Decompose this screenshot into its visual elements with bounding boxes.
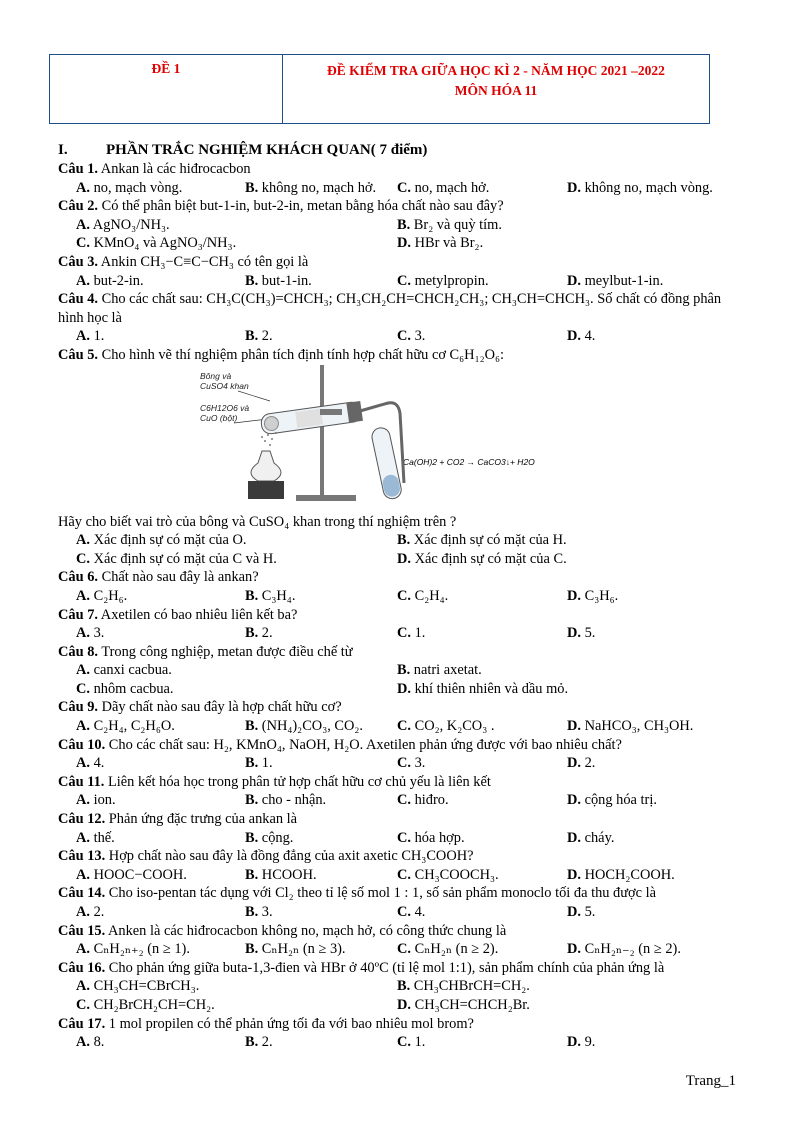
answer-option: A. CₙH₂ₙ₊₂ (n ≥ 1). [76,941,190,958]
question-stem [58,810,748,829]
answer-option: A. no, mạch vòng. [76,179,183,196]
answer-row [58,234,748,253]
answer-option: C. hiđro. [397,792,449,809]
question-text: Axetilen có bao nhiêu liên kết ba? [100,606,298,623]
page-footer: Trang_1 [685,1073,736,1089]
answer-option: A. but-2-in. [76,272,144,289]
question-number: Câu 11. [58,773,105,790]
question-block [58,1015,748,1052]
answer-option: C. metylpropin. [397,272,489,289]
question-block [58,346,748,513]
answer-option: A. CH₃CH=CBrCH₃. [76,978,200,995]
question-text: Hãy cho biết vai trò của bông và CuSO₄ khan trong thí nghiệm trên ? [58,513,457,530]
question-number: Câu 7. [58,606,98,623]
question-number: Câu 4. [58,291,98,308]
answer-option: A. 3. [76,625,105,642]
question-text: Cho phản ứng giữa buta-1,3-đien và HBr ở 40ºC (tỉ lệ mol 1:1), sản phẩm chính của phản ứng là [108,959,665,976]
answer-option: B. Xác định sự có mặt của H. [397,532,567,549]
answer-option: D. không no, mạch vòng. [567,179,713,196]
answer-option: D. CH₃CH=CHCH₂Br. [397,996,530,1013]
figure-label-cuo: CuO (bột) [200,412,238,423]
exam-title-cell [283,55,709,123]
figure-equation: Ca(OH)2 + CO2 → CaCO3↓+ H2O [403,456,535,467]
question-stem [58,847,748,866]
answer-row [58,216,748,235]
question-list [58,160,748,1052]
answer-option: A. ion. [76,792,116,809]
exam-header-table [49,54,710,124]
question-block [58,884,748,921]
section-number: I. [58,142,68,158]
answer-row [58,866,748,885]
question-block [58,773,748,810]
answer-option: D. 9. [567,1034,596,1051]
answer-option: C. nhôm cacbua. [76,680,174,697]
answer-option: A. C₂H₆. [76,587,128,604]
answer-option: D. 2. [567,755,596,772]
figure-label-glucose: C6H12O6 và [200,402,250,413]
answer-option: D. khí thiên nhiên và dầu mỏ. [397,680,569,697]
answer-option: D. NaHCO₃, CH₃OH. [567,718,694,735]
answer-option: B. 1. [245,755,273,772]
answer-option: B. C₃H₄. [245,587,296,604]
question-number: Câu 9. [58,699,98,716]
question-text: Liên kết hóa học trong phân tử hợp chất hữu cơ chủ yếu là liên kết [108,773,491,790]
question-block [58,810,748,847]
question-text: Cho hình vẽ thí nghiệm phân tích định tính hợp chất hữu cơ C₆H₁₂O₆: [101,346,505,363]
answer-option: D. HOCH₂COOH. [567,866,675,883]
question-stem [58,922,748,941]
exam-title: ĐỀ KIỂM TRA GIỮA HỌC KÌ 2 - NĂM HỌC 2021 –2022 [327,63,665,78]
question-text: Cho iso-pentan tác dụng với Cl₂ theo tỉ lệ số mol 1 : 1, số sản phẩm monoclo tối đa thu được là [108,885,657,902]
answer-option: A. thế. [76,829,115,846]
answer-option: C. hóa hợp. [397,829,465,846]
question-text: Có thể phân biệt but-1-in, but-2-in, metan bằng hóa chất nào sau đây? [101,198,504,215]
question-number: Câu 10. [58,736,106,753]
answer-option: D. meylbut-1-in. [567,272,664,289]
answer-option: A. 4. [76,755,105,772]
answer-option: C. 3. [397,328,426,345]
answer-option: D. 4. [567,328,596,345]
answer-option: D. cộng hóa trị. [567,792,657,809]
question-number: Câu 15. [58,922,106,939]
question-stem [58,160,748,179]
question-stem [58,197,748,216]
question-stem [58,290,748,327]
question-text: Chất nào sau đây là ankan? [101,569,259,586]
question-block [58,922,748,959]
answer-row [58,977,748,996]
question-stem [58,606,748,625]
question-stem [58,346,748,365]
question-text: Trong công nghiệp, metan được điều chế từ [101,643,353,660]
question-stem [58,568,748,587]
question-block [58,847,748,884]
question-stem [58,513,748,532]
answer-option: A. Xác định sự có mặt của O. [76,532,247,549]
figure-label-cotton: Bông và [200,370,232,381]
question-number: Câu 3. [58,253,98,270]
question-stem [58,253,748,272]
answer-option: B. HCOOH. [245,866,317,883]
answer-row [58,680,748,699]
question-number: Câu 5. [58,346,98,363]
answer-option: D. Xác định sự có mặt của C. [397,550,567,567]
question-number: Câu 16. [58,959,106,976]
answer-row [58,717,748,736]
answer-option: B. but-1-in. [245,272,312,289]
answer-option: B. 2. [245,328,273,345]
answer-row [58,531,748,550]
question-block [58,253,748,290]
question-block [58,197,748,253]
answer-option: C. no, mạch hở. [397,179,490,196]
answer-option: D. cháy. [567,829,615,846]
question-block [58,959,748,1015]
answer-row [58,754,748,773]
answer-option: D. HBr và Br₂. [397,235,484,252]
answer-option: A. 2. [76,904,105,920]
answer-option: B. Br₂ và quỳ tím. [397,216,502,233]
question-stem [58,884,748,903]
answer-option: A. canxi cacbua. [76,662,172,679]
section-title: PHẦN TRẮC NGHIỆM KHÁCH QUAN( 7 điểm) [106,142,428,158]
question-stem [58,1015,748,1034]
question-number: Câu 6. [58,569,98,586]
question-text: Dãy chất nào sau đây là hợp chất hữu cơ? [101,699,342,716]
answer-row [58,550,748,569]
answer-option: C. KMnO₄ và AgNO₃/NH₃. [76,235,237,252]
question-block [58,736,748,773]
answer-option: C. CₙH₂ₙ (n ≥ 2). [397,941,499,958]
answer-row [58,903,748,922]
question-block [58,606,748,643]
answer-option: B. cộng. [245,829,294,846]
question-text: Ankan là các hiđrocacbon [100,161,251,177]
question-number: Câu 8. [58,643,98,660]
answer-row [58,587,748,606]
question-number: Câu 1. [58,161,98,177]
answer-option: A. AgNO₃/NH₃. [76,216,170,233]
answer-option: C. Xác định sự có mặt của C và H. [76,550,277,567]
answer-row [58,940,748,959]
answer-option: C. CH₃COOCH₃. [397,866,499,883]
answer-option: B. CₙH₂ₙ (n ≥ 3). [245,941,346,958]
question-text: Hợp chất nào sau đây là đồng đẳng của axit axetic CH₃COOH? [108,848,474,865]
answer-option: C. C₂H₄. [397,587,449,604]
answer-option: B. 3. [245,904,273,920]
question-stem [58,736,748,755]
answer-option: C. 1. [397,625,426,642]
answer-row [58,272,748,291]
answer-option: D. 5. [567,625,596,642]
exam-subject: MÔN HÓA 11 [454,83,538,98]
answer-option: A. C₂H₄, C₂H₆O. [76,718,175,735]
question-stem [58,698,748,717]
question-stem [58,643,748,662]
question-number: Câu 2. [58,198,98,215]
question-text: Anken là các hiđrocacbon không no, mạch hở, có công thức chung là [108,922,507,939]
answer-option: B. cho - nhận. [245,792,327,809]
question-text: Ankin CH₃−C≡C−CH₃ có tên gọi là [100,253,309,270]
answer-option: B. natri axetat. [397,662,482,679]
answer-option: B. không no, mạch hở. [245,179,377,196]
answer-row [58,829,748,848]
answer-row [58,996,748,1015]
answer-option: C. 3. [397,755,426,772]
question-text: Phản ứng đặc trưng của ankan là [108,811,298,828]
answer-option: C. CH₂BrCH₂CH=CH₂. [76,996,215,1013]
answer-option: A. 1. [76,328,105,345]
question-text: 1 mol propilen có thể phản ứng tối đa với bao nhiêu mol brom? [108,1015,474,1032]
answer-option: B. (NH₄)₂CO₃, CO₂. [245,718,364,735]
answer-row [58,661,748,680]
answer-option: B. CH₃CHBrCH=CH₂. [397,978,530,995]
answer-row [58,1033,748,1052]
question-number: Câu 17. [58,1015,106,1032]
question-number: Câu 14. [58,885,106,902]
answer-option: B. 2. [245,625,273,642]
answer-row [58,327,748,346]
answer-option: D. 5. [567,904,596,920]
question-number: Câu 13. [58,848,106,865]
answer-option: A. HOOC−COOH. [76,866,187,883]
answer-option: B. 2. [245,1034,273,1051]
question-text: Cho các chất sau: CH₃C(CH₃)=CHCH₃; CH₃CH₂CH=CHCH₂CH₃; CH₃CH=CHCH₃. Số chất có đồng phân hình học là [58,291,722,326]
question-block [58,513,748,569]
figure-label-cuso4: CuSO4 khan [200,380,249,391]
answer-row [58,791,748,810]
figure-container [58,365,748,513]
question-stem [58,773,748,792]
question-stem [58,959,748,978]
answer-option: C. 1. [397,1034,426,1051]
answer-row [58,624,748,643]
section-heading [58,142,427,159]
question-block [58,290,748,346]
question-block [58,160,748,197]
question-block [58,568,748,605]
experiment-figure [58,365,748,513]
exam-code: ĐỀ 1 [50,55,283,123]
answer-option: D. CₙH₂ₙ₋₂ (n ≥ 2). [567,941,681,958]
question-text: Cho các chất sau: H₂, KMnO₄, NaOH, H₂O. Axetilen phản ứng được với bao nhiêu chất? [108,736,622,753]
answer-row [58,179,748,198]
answer-option: D. C₃H₆. [567,587,619,604]
question-block [58,643,748,699]
answer-option: A. 8. [76,1034,105,1051]
question-block [58,698,748,735]
question-number: Câu 12. [58,811,106,828]
answer-option: C. 4. [397,904,426,920]
answer-option: C. CO₂, K₂CO₃ . [397,718,495,735]
